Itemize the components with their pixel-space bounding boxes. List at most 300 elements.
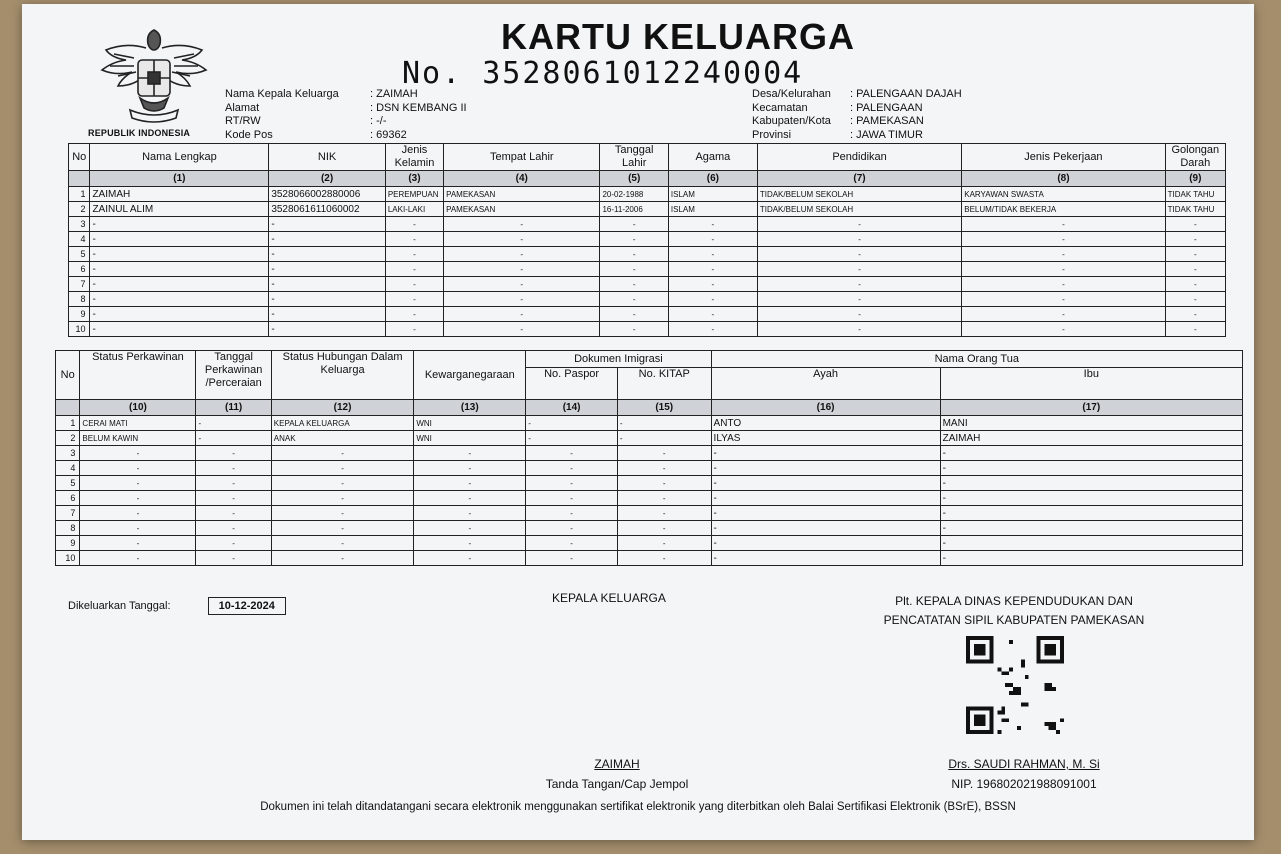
table-row xyxy=(56,536,1243,551)
table-cell: - xyxy=(617,551,711,566)
column-number-row xyxy=(69,171,1226,187)
table-cell: - xyxy=(1165,217,1225,232)
table-cell: TIDAK/BELUM SEKOLAH xyxy=(757,202,961,217)
table-row xyxy=(69,307,1226,322)
col-header-no: No xyxy=(56,351,80,400)
official-title-line-2: PENCATATAN SIPIL KABUPATEN PAMEKASAN xyxy=(883,613,1145,627)
column-number: (9) xyxy=(1165,171,1225,187)
table-cell: - xyxy=(668,277,757,292)
issued-label: Dikeluarkan Tanggal: xyxy=(68,600,171,612)
table-cell: - xyxy=(80,491,196,506)
info-label: Desa/Kelurahan xyxy=(752,88,831,100)
row-number: 1 xyxy=(69,187,90,202)
table-cell: - xyxy=(711,461,940,476)
table-cell: - xyxy=(1165,292,1225,307)
issued-date-section xyxy=(68,597,286,615)
col-header-tempat-lahir: Tempat Lahir xyxy=(444,144,600,171)
table-cell: - xyxy=(940,521,1242,536)
table-cell: - xyxy=(757,247,961,262)
table-row xyxy=(56,521,1243,536)
table-cell: - xyxy=(444,232,600,247)
col-header-no: No xyxy=(69,144,90,171)
table-row xyxy=(69,232,1226,247)
issued-date: 10-12-2024 xyxy=(208,597,286,615)
col-header-agama: Agama xyxy=(668,144,757,171)
column-number: (3) xyxy=(385,171,443,187)
table-cell: - xyxy=(385,322,443,337)
table-cell: - xyxy=(80,461,196,476)
official-nip: NIP. 196802021988091001 xyxy=(951,777,1097,791)
table-cell: - xyxy=(80,506,196,521)
table-cell: 16-11-2006 xyxy=(600,202,668,217)
row-number: 6 xyxy=(69,262,90,277)
household-info-left xyxy=(225,88,467,142)
row-number: 9 xyxy=(56,536,80,551)
column-number: (4) xyxy=(444,171,600,187)
col-header-tanggal-lahir: Tanggal Lahir xyxy=(600,144,668,171)
table-cell: - xyxy=(444,277,600,292)
table-cell: - xyxy=(526,491,618,506)
row-number: 2 xyxy=(56,431,80,446)
table-cell: - xyxy=(600,322,668,337)
table-cell: - xyxy=(962,292,1165,307)
row-number: 4 xyxy=(56,461,80,476)
table-cell: - xyxy=(196,551,271,566)
table-cell: - xyxy=(757,277,961,292)
table-cell: PAMEKASAN xyxy=(444,187,600,202)
table-cell: - xyxy=(269,277,386,292)
table-cell: 20-02-1988 xyxy=(600,187,668,202)
table-cell: - xyxy=(385,247,443,262)
table-cell: - xyxy=(1165,307,1225,322)
table-cell: - xyxy=(385,217,443,232)
table-row xyxy=(69,277,1226,292)
table-row xyxy=(69,217,1226,232)
table-cell: - xyxy=(196,461,271,476)
table-cell: - xyxy=(526,551,618,566)
table-cell: - xyxy=(600,277,668,292)
table-cell: - xyxy=(90,277,269,292)
row-number: 3 xyxy=(69,217,90,232)
row-number: 9 xyxy=(69,307,90,322)
table-cell: - xyxy=(271,491,414,506)
column-number xyxy=(56,400,80,416)
family-members-rows xyxy=(69,187,1226,337)
table-cell: BELUM/TIDAK BEKERJA xyxy=(962,202,1165,217)
table-cell: - xyxy=(962,232,1165,247)
table-cell: - xyxy=(90,247,269,262)
table-cell: ILYAS xyxy=(711,431,940,446)
head-of-family-name: ZAIMAH xyxy=(594,757,640,771)
table-cell: - xyxy=(90,217,269,232)
info-label: Kabupaten/Kota xyxy=(752,115,831,127)
table-cell: - xyxy=(196,521,271,536)
row-number: 8 xyxy=(69,292,90,307)
info-label: Alamat xyxy=(225,101,260,114)
table-cell: - xyxy=(414,491,526,506)
table-cell: - xyxy=(444,322,600,337)
info-row xyxy=(752,115,962,129)
official-title xyxy=(864,592,1164,630)
table-cell: ANTO xyxy=(711,416,940,431)
table-cell: - xyxy=(269,247,386,262)
table-cell: - xyxy=(385,307,443,322)
table-cell: 3528061611060002 xyxy=(269,202,386,217)
table-cell: - xyxy=(600,307,668,322)
column-number: (16) xyxy=(711,400,940,416)
col-header-ayah: Ayah xyxy=(711,368,940,400)
family-status-table xyxy=(55,350,1243,566)
household-info-right xyxy=(752,88,962,142)
table-cell: BELUM KAWIN xyxy=(80,431,196,446)
table-row xyxy=(56,491,1243,506)
table-cell: - xyxy=(668,217,757,232)
info-row xyxy=(752,102,962,116)
table-row xyxy=(69,262,1226,277)
col-header-dokumen-imigrasi: Dokumen Imigrasi xyxy=(526,351,711,368)
table-row xyxy=(56,506,1243,521)
table-cell: CERAI MATI xyxy=(80,416,196,431)
col-header-kewarganegaraan: Kewarganegaraan xyxy=(414,351,526,400)
table-cell: - xyxy=(617,521,711,536)
info-label: Provinsi xyxy=(752,128,792,141)
col-header-ibu: Ibu xyxy=(940,368,1242,400)
table-cell: - xyxy=(271,536,414,551)
table-cell: - xyxy=(1165,247,1225,262)
row-number: 7 xyxy=(56,506,80,521)
column-number-row xyxy=(56,400,1243,416)
table-cell: ZAIMAH xyxy=(90,187,269,202)
table-cell: - xyxy=(271,446,414,461)
table-cell: - xyxy=(526,506,618,521)
table-cell: - xyxy=(940,536,1242,551)
info-value: : 69362 xyxy=(370,128,407,141)
column-number: (12) xyxy=(271,400,414,416)
family-members-table xyxy=(68,143,1226,337)
info-value: : PALENGAAN xyxy=(850,101,923,114)
table-cell: - xyxy=(385,292,443,307)
table-cell: - xyxy=(940,491,1242,506)
table-cell: - xyxy=(444,262,600,277)
row-number: 7 xyxy=(69,277,90,292)
table-row xyxy=(69,247,1226,262)
row-number: 10 xyxy=(56,551,80,566)
table-cell: - xyxy=(617,416,711,431)
column-number: (11) xyxy=(196,400,271,416)
info-label: Nama Kepala Keluarga xyxy=(225,88,339,100)
table-cell: ZAIMAH xyxy=(940,431,1242,446)
table-cell: - xyxy=(757,292,961,307)
table-cell: - xyxy=(962,322,1165,337)
column-number: (17) xyxy=(940,400,1242,416)
table-cell: - xyxy=(271,506,414,521)
table-cell: - xyxy=(600,232,668,247)
table-cell: - xyxy=(757,307,961,322)
col-header-status-perkawinan: Status Perkawinan xyxy=(80,351,196,400)
table-cell: - xyxy=(962,247,1165,262)
row-number: 2 xyxy=(69,202,90,217)
row-number: 5 xyxy=(56,476,80,491)
table-cell: - xyxy=(271,551,414,566)
table-cell: - xyxy=(617,491,711,506)
table-cell: - xyxy=(526,536,618,551)
table-cell: - xyxy=(668,292,757,307)
table-cell: - xyxy=(444,217,600,232)
table-cell: - xyxy=(600,247,668,262)
info-row xyxy=(752,88,962,102)
col-header-golongan-darah: Golongan Darah xyxy=(1165,144,1225,171)
table-cell: - xyxy=(269,232,386,247)
column-number: (10) xyxy=(80,400,196,416)
table-cell: - xyxy=(90,322,269,337)
table-cell: - xyxy=(80,476,196,491)
family-status-rows xyxy=(56,416,1243,566)
table-row xyxy=(56,476,1243,491)
signature-caption: Tanda Tangan/Cap Jempol xyxy=(545,777,689,791)
table-cell: - xyxy=(668,247,757,262)
table-cell: - xyxy=(526,461,618,476)
table-cell: - xyxy=(617,431,711,446)
info-value: : -/- xyxy=(370,115,387,127)
row-number: 8 xyxy=(56,521,80,536)
info-row xyxy=(225,102,467,116)
table-cell: - xyxy=(269,322,386,337)
table-cell: - xyxy=(668,232,757,247)
column-number: (6) xyxy=(668,171,757,187)
table-cell: KARYAWAN SWASTA xyxy=(962,187,1165,202)
table-cell: - xyxy=(1165,262,1225,277)
table-cell: - xyxy=(526,416,618,431)
column-number: (2) xyxy=(269,171,386,187)
info-label: Kecamatan xyxy=(752,101,808,114)
table-cell: - xyxy=(196,446,271,461)
table-cell: TIDAK/BELUM SEKOLAH xyxy=(757,187,961,202)
table-cell: WNI xyxy=(414,416,526,431)
table-cell: - xyxy=(269,262,386,277)
head-of-family-signature xyxy=(522,754,712,794)
table-cell: - xyxy=(711,446,940,461)
table-cell: - xyxy=(962,217,1165,232)
table-cell: ISLAM xyxy=(668,187,757,202)
table-cell: ISLAM xyxy=(668,202,757,217)
table-cell: - xyxy=(617,461,711,476)
electronic-signature-note: Dokumen ini telah ditandatangani secara elektronik menggunakan sertifikat elektronik yang diterbitkan oleh Balai Sertifikasi Elektronik (BSrE), BSSN xyxy=(260,801,1016,813)
table-cell: KEPALA KELUARGA xyxy=(271,416,414,431)
table-cell: - xyxy=(90,292,269,307)
head-of-family-label: KEPALA KELUARGA xyxy=(552,591,666,605)
column-number: (8) xyxy=(962,171,1165,187)
table-cell: - xyxy=(414,521,526,536)
table-cell: ANAK xyxy=(271,431,414,446)
table-cell: - xyxy=(711,491,940,506)
table-cell: - xyxy=(1165,277,1225,292)
table-cell: - xyxy=(962,262,1165,277)
table-cell: - xyxy=(271,521,414,536)
table-cell: - xyxy=(940,461,1242,476)
table-cell: - xyxy=(271,476,414,491)
table-cell: - xyxy=(196,491,271,506)
table-cell: - xyxy=(940,551,1242,566)
table-cell: - xyxy=(414,536,526,551)
col-header-tanggal-perkawinan: Tanggal Perkawinan /Perceraian xyxy=(196,351,271,400)
table-cell: - xyxy=(940,476,1242,491)
info-label: RT/RW xyxy=(225,115,261,127)
table-cell: - xyxy=(196,416,271,431)
table-cell: - xyxy=(940,506,1242,521)
table-cell: - xyxy=(414,476,526,491)
table-cell: - xyxy=(414,446,526,461)
table-cell: - xyxy=(711,521,940,536)
column-number: (7) xyxy=(757,171,961,187)
table-cell: - xyxy=(196,536,271,551)
country-label: REPUBLIK INDONESIA xyxy=(88,128,191,138)
table-cell: - xyxy=(271,461,414,476)
col-header-nik: NIK xyxy=(269,144,386,171)
row-number: 1 xyxy=(56,416,80,431)
table-cell: - xyxy=(668,307,757,322)
column-number: (14) xyxy=(526,400,618,416)
table-cell: - xyxy=(269,307,386,322)
card-number: No. 3528061012240004 xyxy=(402,56,804,91)
table-cell: - xyxy=(80,536,196,551)
table-cell: - xyxy=(196,431,271,446)
table-cell: - xyxy=(526,521,618,536)
table-cell: PAMEKASAN xyxy=(444,202,600,217)
column-number: (15) xyxy=(617,400,711,416)
table-row xyxy=(56,446,1243,461)
table-cell: - xyxy=(668,262,757,277)
table-cell: - xyxy=(617,536,711,551)
table-row xyxy=(69,322,1226,337)
table-cell: - xyxy=(414,461,526,476)
table-row xyxy=(56,461,1243,476)
table-row xyxy=(69,187,1226,202)
table-cell: 3528066002880006 xyxy=(269,187,386,202)
table-cell: - xyxy=(962,277,1165,292)
table-cell: - xyxy=(444,247,600,262)
table-row xyxy=(56,416,1243,431)
table-cell: - xyxy=(1165,322,1225,337)
info-row xyxy=(752,129,962,143)
table-row xyxy=(69,202,1226,217)
table-cell: - xyxy=(80,446,196,461)
row-number: 3 xyxy=(56,446,80,461)
table-cell: - xyxy=(757,322,961,337)
column-number: (5) xyxy=(600,171,668,187)
col-header-pendidikan: Pendidikan xyxy=(757,144,961,171)
table-cell: - xyxy=(90,232,269,247)
info-row xyxy=(225,88,467,102)
table-cell: - xyxy=(757,217,961,232)
table-cell: MANI xyxy=(940,416,1242,431)
col-header-status-hubungan: Status Hubungan Dalam Keluarga xyxy=(271,351,414,400)
table-cell: - xyxy=(269,292,386,307)
table-cell: - xyxy=(196,506,271,521)
table-row xyxy=(69,292,1226,307)
info-value: : ZAIMAH xyxy=(370,88,418,100)
table-cell: - xyxy=(940,446,1242,461)
table-cell: - xyxy=(385,232,443,247)
table-cell: LAKI-LAKI xyxy=(385,202,443,217)
table-cell: - xyxy=(90,262,269,277)
table-cell: - xyxy=(600,262,668,277)
table-cell: - xyxy=(757,262,961,277)
col-header-pekerjaan: Jenis Pekerjaan xyxy=(962,144,1165,171)
table-row xyxy=(56,431,1243,446)
col-header-nama: Nama Lengkap xyxy=(90,144,269,171)
row-number: 5 xyxy=(69,247,90,262)
table-cell: - xyxy=(757,232,961,247)
table-cell: - xyxy=(385,277,443,292)
table-cell: PEREMPUAN xyxy=(385,187,443,202)
qr-code-icon xyxy=(966,636,1064,734)
table-cell: TIDAK TAHU xyxy=(1165,187,1225,202)
page-title: KARTU KELUARGA xyxy=(501,16,855,57)
info-value: : JAWA TIMUR xyxy=(850,128,923,141)
table-cell: - xyxy=(414,551,526,566)
official-name: Drs. SAUDI RAHMAN, M. Si xyxy=(948,757,1100,771)
info-row xyxy=(225,129,467,143)
info-label: Kode Pos xyxy=(225,128,273,141)
table-cell: - xyxy=(526,476,618,491)
table-cell: - xyxy=(600,217,668,232)
table-cell: - xyxy=(385,262,443,277)
col-header-no-kitap: No. KITAP xyxy=(617,368,711,400)
table-cell: - xyxy=(196,476,271,491)
table-cell: - xyxy=(269,217,386,232)
row-number: 6 xyxy=(56,491,80,506)
table-cell: ZAINUL ALIM xyxy=(90,202,269,217)
table-cell: - xyxy=(90,307,269,322)
table-cell: - xyxy=(617,506,711,521)
col-header-jenis-kelamin: Jenis Kelamin xyxy=(385,144,443,171)
table-cell: - xyxy=(711,476,940,491)
row-number: 10 xyxy=(69,322,90,337)
table-cell: - xyxy=(414,506,526,521)
table-cell: - xyxy=(1165,232,1225,247)
table-cell: TIDAK TAHU xyxy=(1165,202,1225,217)
column-number: (1) xyxy=(90,171,269,187)
table-cell: - xyxy=(444,292,600,307)
row-number: 4 xyxy=(69,232,90,247)
official-title-line-1: Plt. KEPALA DINAS KEPENDUDUKAN DAN xyxy=(895,594,1133,608)
table-cell: - xyxy=(600,292,668,307)
column-number xyxy=(69,171,90,187)
table-cell: - xyxy=(668,322,757,337)
table-cell: - xyxy=(962,307,1165,322)
table-cell: - xyxy=(526,431,618,446)
col-header-no-paspor: No. Paspor xyxy=(526,368,618,400)
column-number: (13) xyxy=(414,400,526,416)
family-card-document xyxy=(22,4,1254,840)
info-value: : PAMEKASAN xyxy=(850,115,924,127)
table-cell: - xyxy=(617,446,711,461)
table-cell: - xyxy=(80,551,196,566)
table-cell: WNI xyxy=(414,431,526,446)
table-cell: - xyxy=(711,536,940,551)
table-cell: - xyxy=(526,446,618,461)
table-cell: - xyxy=(711,506,940,521)
table-cell: - xyxy=(80,521,196,536)
table-cell: - xyxy=(444,307,600,322)
info-row xyxy=(225,115,467,129)
col-header-nama-orang-tua: Nama Orang Tua xyxy=(711,351,1242,368)
info-value: : PALENGAAN DAJAH xyxy=(850,88,962,100)
table-cell: - xyxy=(617,476,711,491)
table-row xyxy=(56,551,1243,566)
info-value: : DSN KEMBANG II xyxy=(370,101,467,114)
table-cell: - xyxy=(711,551,940,566)
